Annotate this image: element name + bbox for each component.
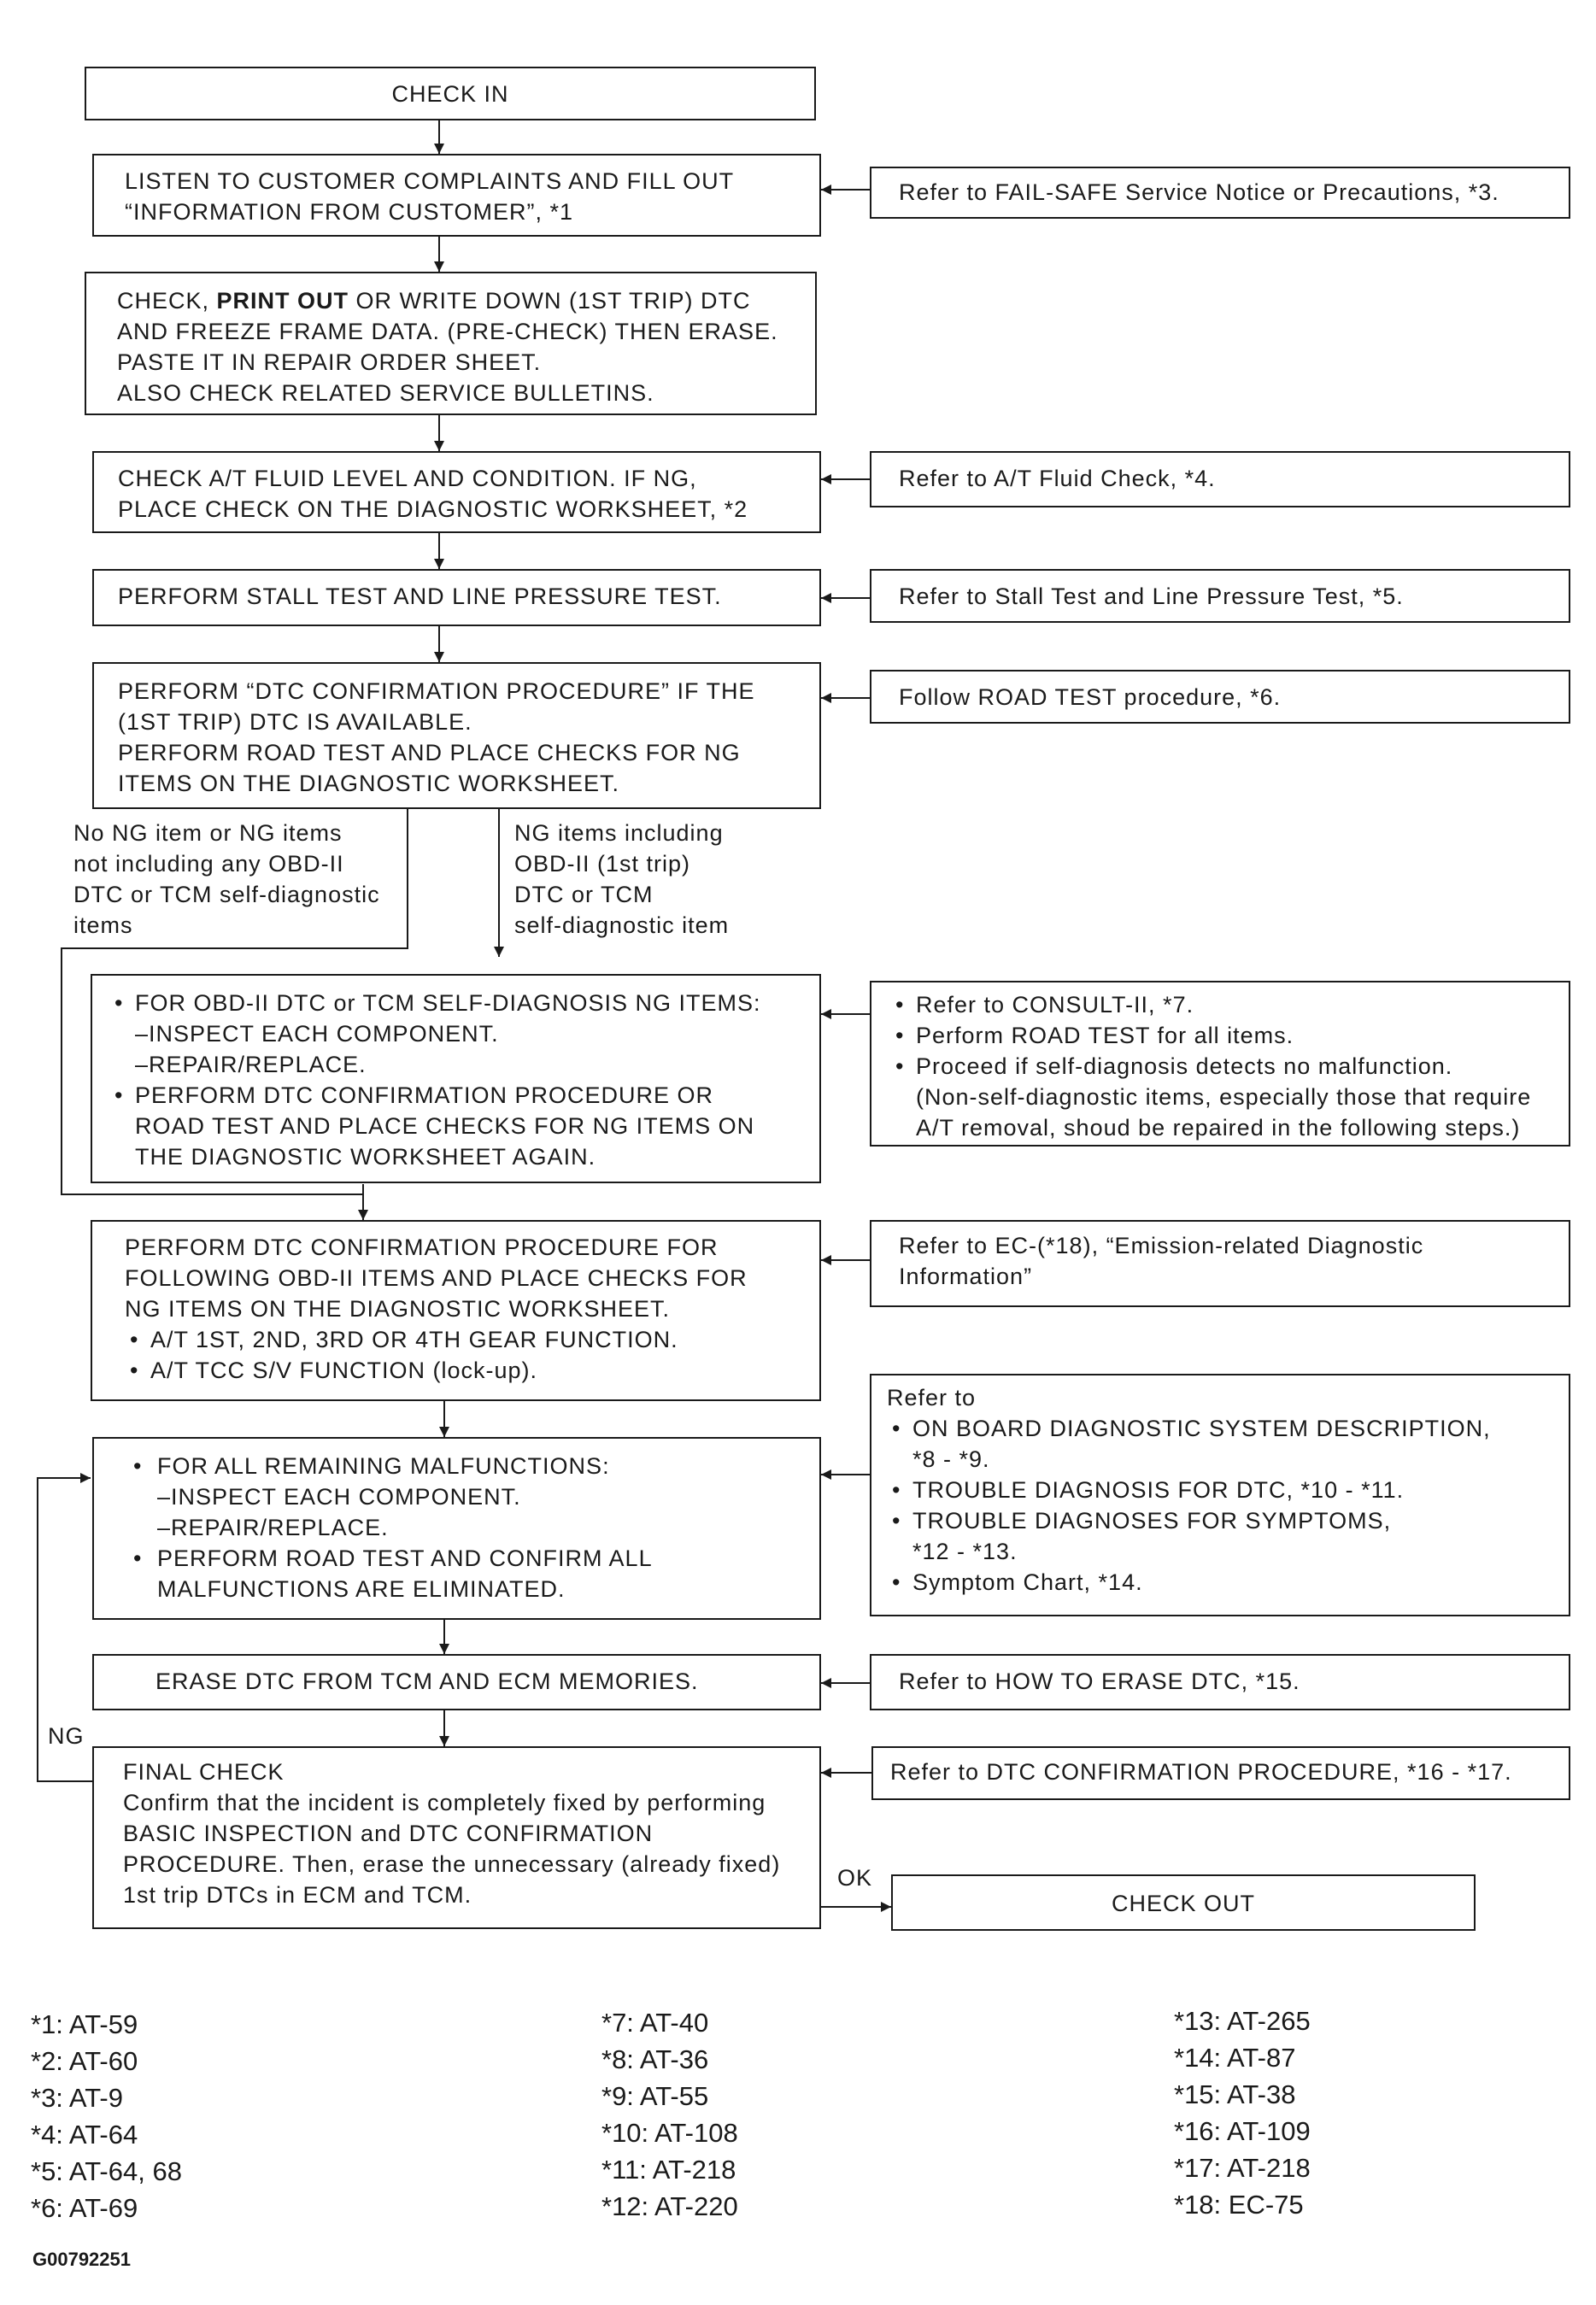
step-bullet: • FOR ALL REMAINING MALFUNCTIONS:	[113, 1451, 802, 1481]
step-text: FINAL CHECK	[123, 1759, 285, 1785]
step-text: –INSPECT EACH COMPONENT.	[135, 1021, 499, 1047]
stall-test-step	[92, 569, 821, 626]
step-text: PROCEDURE. Then, erase the unnecessary (already fixed)	[123, 1851, 781, 1877]
note-stall: Refer to Stall Test and Line Pressure Test, *5.	[870, 569, 1570, 623]
step-text: ERASE DTC FROM TCM AND ECM MEMORIES.	[155, 1669, 699, 1694]
footnote: *6: AT-69	[31, 2193, 138, 2223]
step-text: Confirm that the incident is completely fixed by performing	[123, 1790, 766, 1815]
dtc-confirmation-step	[92, 662, 821, 809]
note-failsafe: Refer to FAIL-SAFE Service Notice or Precautions, *3.	[870, 167, 1570, 219]
following-obd-step	[91, 1220, 821, 1401]
footnote: *8: AT-36	[601, 2044, 709, 2074]
listen-customer-step	[92, 154, 821, 237]
figure-code: G00792251	[32, 2249, 131, 2270]
step-bullet: • FOR OBD-II DTC or TCM SELF-DIAGNOSIS NG ITEMS:	[109, 988, 802, 1018]
step-text: “INFORMATION FROM CUSTOMER”, *1	[125, 199, 573, 225]
step-text: AND FREEZE FRAME DATA. (PRE-CHECK) THEN ERASE.	[117, 319, 778, 344]
step-text: FOLLOWING OBD-II ITEMS AND PLACE CHECKS FOR	[125, 1265, 748, 1291]
step-text: PERFORM STALL TEST AND LINE PRESSURE TEST.	[118, 584, 722, 609]
step-bullet: • A/T 1ST, 2ND, 3RD OR 4TH GEAR FUNCTION.	[125, 1324, 802, 1355]
erase-dtc-step	[92, 1654, 821, 1710]
note-fluid: Refer to A/T Fluid Check, *4.	[870, 451, 1570, 507]
branch-right-label: NG items including OBD-II (1st trip) DTC or TCM self-diagnostic item	[514, 820, 730, 938]
branch-left-label: No NG item or NG items not including any OBD-II DTC or TCM self-diagnostic items	[73, 820, 380, 938]
footnote: *12: AT-220	[601, 2191, 738, 2221]
footnotes-column-3	[1174, 2003, 1430, 2223]
ok-label: OK	[837, 1865, 873, 1891]
fluid-check-step	[92, 451, 821, 533]
footnote: *4: AT-64	[31, 2120, 138, 2150]
footnotes-column-2	[601, 2004, 858, 2225]
step-bullet: • A/T TCC S/V FUNCTION (lock-up).	[125, 1355, 802, 1386]
step-text: ALSO CHECK RELATED SERVICE BULLETINS.	[117, 380, 654, 406]
step-text: –REPAIR/REPLACE.	[157, 1515, 389, 1540]
step-text: PERFORM ROAD TEST AND PLACE CHECKS FOR NG	[118, 740, 741, 765]
step-text: NG ITEMS ON THE DIAGNOSTIC WORKSHEET.	[125, 1296, 671, 1322]
remaining-malfunctions-step	[92, 1437, 821, 1620]
note-road-test: Follow ROAD TEST procedure, *6.	[870, 670, 1570, 724]
step-text: PERFORM “DTC CONFIRMATION PROCEDURE” IF THE	[118, 678, 755, 704]
check-out-step: CHECK OUT	[891, 1874, 1476, 1931]
footnote: *10: AT-108	[601, 2118, 738, 2148]
footnote: *7: AT-40	[601, 2008, 709, 2038]
check-in-step	[85, 67, 816, 120]
footnote: *1: AT-59	[31, 2009, 138, 2039]
step-bullet: • PERFORM DTC CONFIRMATION PROCEDURE OR	[109, 1080, 802, 1111]
final-check-step	[92, 1746, 821, 1929]
step-text: ROAD TEST AND PLACE CHECKS FOR NG ITEMS ON	[135, 1113, 755, 1139]
step-text: BASIC INSPECTION and DTC CONFIRMATION	[123, 1821, 654, 1846]
ng-label: NG	[48, 1723, 85, 1749]
note-consult: • Refer to CONSULT-II, *7. • Perform ROAD TEST for all items. • Proceed if self-diagnosis detects no malfunction. (Non-self-diagnostic items, especially those that require A/T removal, shoud be repaired in the following steps.)	[870, 981, 1570, 1147]
footnote: *2: AT-60	[31, 2046, 138, 2076]
step-text: –REPAIR/REPLACE.	[135, 1052, 367, 1077]
step-text: THE DIAGNOSTIC WORKSHEET AGAIN.	[135, 1144, 596, 1170]
step-text: PERFORM DTC CONFIRMATION PROCEDURE FOR	[125, 1235, 719, 1260]
obd-ng-items-step	[91, 974, 821, 1183]
step-text: CHECK A/T FLUID LEVEL AND CONDITION. IF NG,	[118, 466, 697, 491]
note-erase: Refer to HOW TO ERASE DTC, *15.	[870, 1654, 1570, 1710]
footnote: *3: AT-9	[31, 2083, 123, 2113]
step-text: CHECK IN	[391, 81, 509, 107]
step-text: 1st trip DTCs in ECM and TCM.	[123, 1882, 472, 1908]
step-text: MALFUNCTIONS ARE ELIMINATED.	[157, 1576, 566, 1602]
footnote: *13: AT-265	[1174, 2006, 1311, 2036]
footnotes-column-1	[31, 2006, 287, 2226]
step-text: PASTE IT IN REPAIR ORDER SHEET.	[117, 349, 542, 375]
note-emission: Refer to EC-(*18), “Emission-related Diagnostic Information”	[870, 1220, 1570, 1307]
step-text: PLACE CHECK ON THE DIAGNOSTIC WORKSHEET, *2	[118, 496, 748, 522]
note-refer-list: Refer to • ON BOARD DIAGNOSTIC SYSTEM DESCRIPTION, *8 - *9. • TROUBLE DIAGNOSIS FOR DTC, *10 - *11. • TROUBLE DIAGNOSES FOR SYMPTOMS, *12 - *13. • Symptom Chart, *14.	[870, 1374, 1570, 1616]
footnote: *15: AT-38	[1174, 2079, 1296, 2109]
step-text: (1ST TRIP) DTC IS AVAILABLE.	[118, 709, 472, 735]
footnote: *18: EC-75	[1174, 2190, 1304, 2220]
footnote: *9: AT-55	[601, 2081, 709, 2111]
step-text: ITEMS ON THE DIAGNOSTIC WORKSHEET.	[118, 771, 620, 796]
footnote: *5: AT-64, 68	[31, 2156, 182, 2186]
step-text: CHECK, PRINT OUT OR WRITE DOWN (1ST TRIP) DTC	[117, 288, 751, 314]
footnote: *14: AT-87	[1174, 2043, 1296, 2073]
print-dtc-step	[85, 272, 817, 415]
step-text: –INSPECT EACH COMPONENT.	[157, 1484, 521, 1510]
step-bullet: • PERFORM ROAD TEST AND CONFIRM ALL	[113, 1543, 802, 1574]
step-text: LISTEN TO CUSTOMER COMPLAINTS AND FILL OUT	[125, 168, 735, 194]
footnote: *16: AT-109	[1174, 2116, 1311, 2146]
footnote: *11: AT-218	[601, 2155, 736, 2185]
note-dtc-procedure: Refer to DTC CONFIRMATION PROCEDURE, *16 - *17.	[871, 1746, 1570, 1800]
footnote: *17: AT-218	[1174, 2153, 1311, 2183]
